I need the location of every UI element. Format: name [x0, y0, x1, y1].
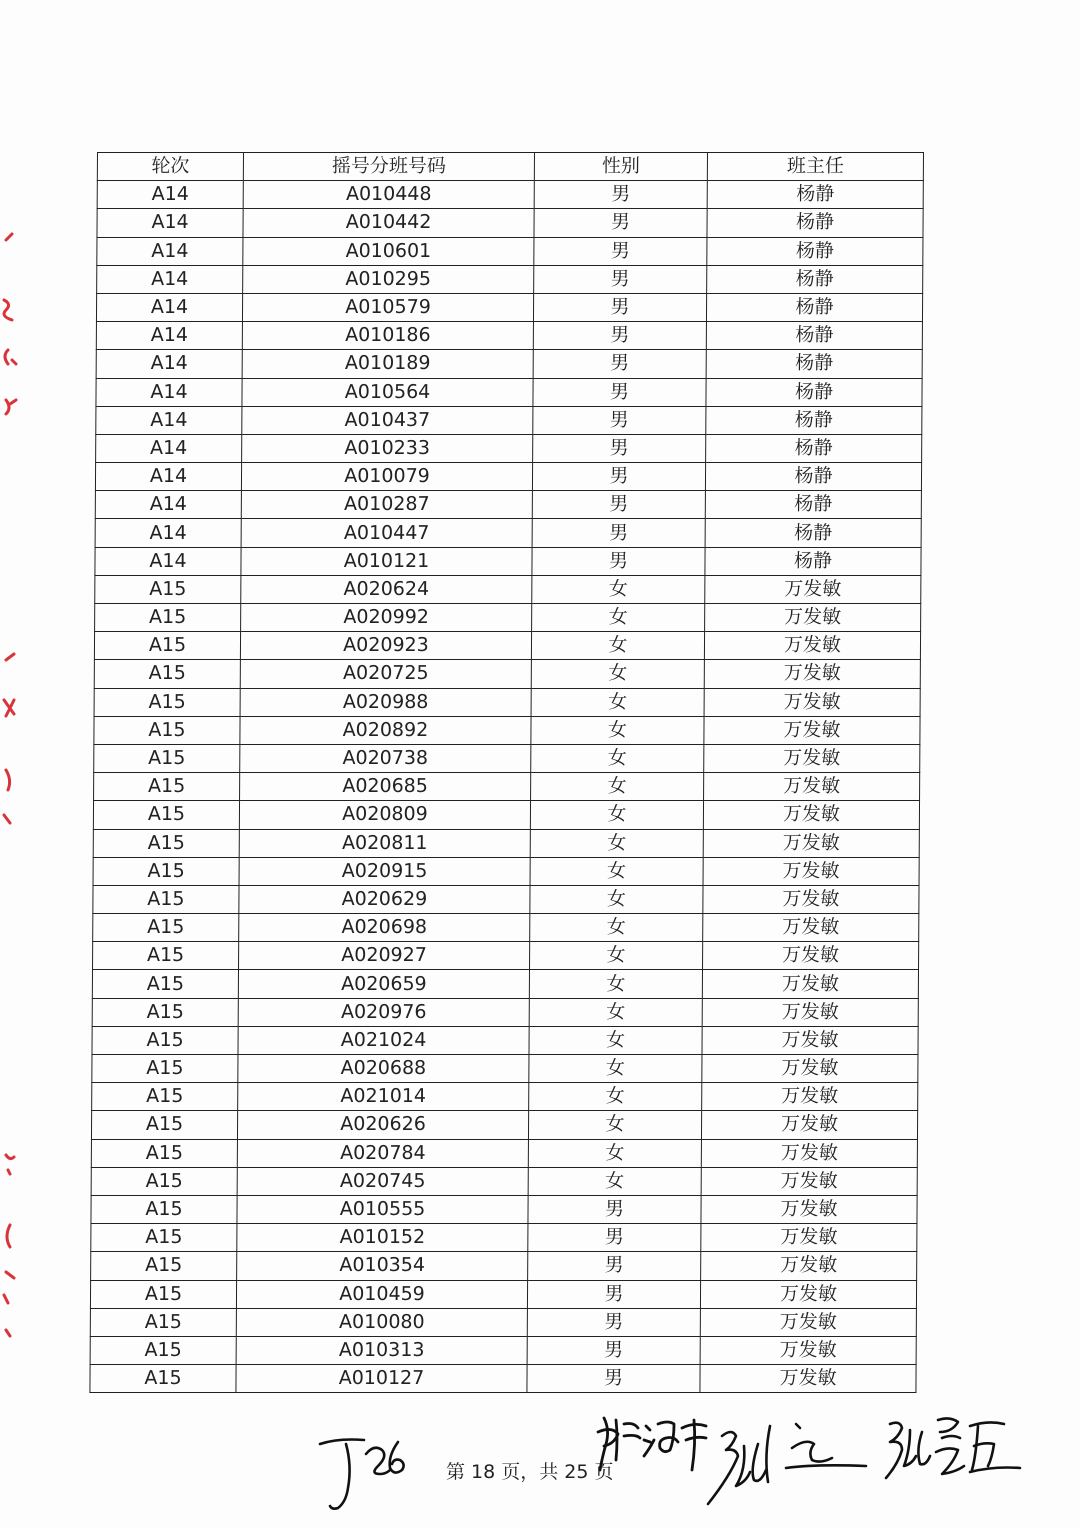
cell-head-teacher: 万发敏	[701, 1139, 917, 1167]
cell-gender: 女	[531, 744, 704, 772]
cell-head-teacher: 万发敏	[704, 744, 920, 772]
cell-head-teacher: 杨静	[705, 547, 921, 575]
cell-round: A15	[91, 1252, 237, 1280]
cell-round: A14	[96, 293, 242, 321]
cell-lottery-number: A020811	[239, 829, 530, 857]
cell-head-teacher: 万发敏	[703, 857, 919, 885]
table-row	[95, 463, 921, 491]
table-row	[91, 1167, 917, 1195]
cross-page-seal-edge	[0, 0, 30, 1528]
cell-round: A15	[90, 1308, 236, 1336]
cell-lottery-number: A020809	[239, 801, 530, 829]
table-row	[91, 1224, 917, 1252]
cell-gender: 男	[534, 209, 707, 237]
cell-gender: 女	[529, 970, 702, 998]
cell-lottery-number: A020745	[237, 1167, 528, 1195]
cell-lottery-number: A010295	[243, 265, 534, 293]
cell-lottery-number: A010437	[242, 406, 533, 434]
cell-round: A15	[95, 575, 241, 603]
cell-head-teacher: 万发敏	[702, 1026, 918, 1054]
table-row	[92, 1055, 918, 1083]
cell-lottery-number: A010127	[236, 1365, 527, 1393]
cell-lottery-number: A010189	[242, 350, 533, 378]
cell-gender: 男	[533, 350, 706, 378]
cell-lottery-number: A020738	[240, 744, 531, 772]
cell-head-teacher: 杨静	[706, 350, 922, 378]
cell-gender: 男	[528, 1252, 701, 1280]
cell-round: A15	[91, 1111, 237, 1139]
cell-round: A14	[96, 350, 242, 378]
cell-head-teacher: 杨静	[705, 463, 921, 491]
cell-round: A14	[97, 265, 243, 293]
cell-gender: 女	[531, 773, 704, 801]
cell-gender: 男	[534, 181, 707, 209]
cell-head-teacher: 杨静	[705, 519, 921, 547]
cell-gender: 女	[529, 1026, 702, 1054]
table-row	[91, 1252, 917, 1280]
cell-round: A14	[95, 547, 241, 575]
table-row	[92, 970, 918, 998]
cell-round: A15	[90, 1365, 236, 1393]
cell-round: A15	[94, 744, 240, 772]
cell-lottery-number: A010354	[237, 1252, 528, 1280]
cell-round: A15	[92, 1026, 238, 1054]
cell-gender: 男	[532, 463, 705, 491]
cell-lottery-number: A010233	[242, 434, 533, 462]
cell-gender: 女	[530, 857, 703, 885]
cell-head-teacher: 万发敏	[703, 801, 919, 829]
cell-round: A15	[94, 716, 240, 744]
cell-head-teacher: 万发敏	[702, 998, 918, 1026]
cell-head-teacher: 杨静	[706, 378, 922, 406]
cell-head-teacher: 杨静	[706, 406, 922, 434]
cell-head-teacher: 万发敏	[705, 575, 921, 603]
cell-round: A15	[93, 942, 239, 970]
table-row	[92, 1083, 918, 1111]
cell-round: A15	[92, 998, 238, 1026]
cell-head-teacher: 万发敏	[700, 1308, 916, 1336]
cell-gender: 女	[528, 1167, 701, 1195]
cell-head-teacher: 万发敏	[703, 942, 919, 970]
cell-gender: 男	[528, 1195, 701, 1223]
cell-gender: 女	[532, 575, 705, 603]
cell-gender: 女	[529, 1083, 702, 1111]
cell-head-teacher: 杨静	[705, 491, 921, 519]
table-row	[95, 575, 921, 603]
cell-gender: 男	[527, 1336, 700, 1364]
table-row	[96, 322, 922, 350]
cell-head-teacher: 万发敏	[700, 1280, 916, 1308]
cell-gender: 男	[532, 547, 705, 575]
table-row	[95, 547, 921, 575]
cell-head-teacher: 万发敏	[700, 1336, 916, 1364]
table-row	[94, 632, 920, 660]
cell-round: A15	[93, 857, 239, 885]
cell-head-teacher: 万发敏	[704, 632, 920, 660]
cell-lottery-number: A010459	[236, 1280, 527, 1308]
header-lottery-number: 摇号分班号码	[243, 153, 534, 181]
table-row	[94, 688, 920, 716]
cell-lottery-number: A020624	[241, 575, 532, 603]
table-row	[95, 491, 921, 519]
cell-head-teacher: 万发敏	[704, 660, 920, 688]
table-header-row	[97, 153, 923, 181]
cell-lottery-number: A010442	[243, 209, 534, 237]
cell-round: A15	[92, 1055, 238, 1083]
cell-gender: 女	[530, 914, 703, 942]
page-number-label: 第 18 页，共 25 页	[446, 1461, 614, 1483]
table-row	[94, 660, 920, 688]
cell-gender: 男	[533, 378, 706, 406]
cell-gender: 男	[527, 1308, 700, 1336]
cell-gender: 男	[533, 406, 706, 434]
cell-round: A14	[95, 519, 241, 547]
cell-head-teacher: 万发敏	[701, 1195, 917, 1223]
cell-round: A15	[90, 1280, 236, 1308]
cell-lottery-number: A020685	[240, 773, 531, 801]
cell-gender: 男	[533, 434, 706, 462]
table-row	[93, 857, 919, 885]
cell-head-teacher: 万发敏	[703, 885, 919, 913]
cell-gender: 男	[532, 519, 705, 547]
table-row	[91, 1195, 917, 1223]
table-row	[96, 378, 922, 406]
table-row	[94, 744, 920, 772]
cell-round: A15	[94, 773, 240, 801]
cell-lottery-number: A010079	[241, 463, 532, 491]
table-row	[93, 829, 919, 857]
cell-head-teacher: 杨静	[707, 181, 923, 209]
table-row	[91, 1139, 917, 1167]
cell-round: A14	[97, 209, 243, 237]
cell-lottery-number: A010080	[236, 1308, 527, 1336]
table-row	[96, 350, 922, 378]
cell-round: A14	[96, 434, 242, 462]
cell-gender: 女	[529, 1055, 702, 1083]
table-row	[97, 181, 923, 209]
cell-head-teacher: 万发敏	[702, 970, 918, 998]
table-row	[93, 942, 919, 970]
cell-head-teacher: 万发敏	[704, 773, 920, 801]
cell-gender: 女	[530, 942, 703, 970]
table-row	[94, 773, 920, 801]
cell-head-teacher: 万发敏	[701, 1167, 917, 1195]
cell-round: A15	[90, 1336, 236, 1364]
table-row	[92, 1026, 918, 1054]
table-row	[95, 604, 921, 632]
header-gender: 性别	[534, 153, 707, 181]
cell-head-teacher: 万发敏	[701, 1111, 917, 1139]
table-row	[93, 801, 919, 829]
table-body	[90, 181, 923, 1393]
cell-lottery-number: A020992	[241, 604, 532, 632]
cell-lottery-number: A021024	[238, 1026, 529, 1054]
cell-round: A14	[95, 463, 241, 491]
cell-round: A15	[92, 1083, 238, 1111]
cell-head-teacher: 杨静	[707, 265, 923, 293]
table-row	[97, 209, 923, 237]
cell-round: A15	[93, 885, 239, 913]
cell-round: A15	[93, 914, 239, 942]
cell-gender: 女	[528, 1111, 701, 1139]
cell-gender: 女	[531, 660, 704, 688]
cell-gender: 男	[534, 265, 707, 293]
cell-head-teacher: 万发敏	[701, 1224, 917, 1252]
cell-round: A15	[95, 604, 241, 632]
cell-lottery-number: A020688	[238, 1055, 529, 1083]
cell-head-teacher: 万发敏	[702, 1055, 918, 1083]
table-row	[90, 1280, 916, 1308]
header-head-teacher: 班主任	[707, 153, 923, 181]
cell-round: A15	[94, 688, 240, 716]
cell-head-teacher: 杨静	[706, 322, 922, 350]
cell-lottery-number: A020915	[239, 857, 530, 885]
cell-head-teacher: 杨静	[706, 434, 922, 462]
cell-round: A15	[91, 1224, 237, 1252]
cell-lottery-number: A010555	[237, 1195, 528, 1223]
cell-head-teacher: 万发敏	[702, 1083, 918, 1111]
table-row	[96, 293, 922, 321]
cell-lottery-number: A010287	[241, 491, 532, 519]
cell-round: A15	[92, 970, 238, 998]
table-row	[91, 1111, 917, 1139]
cell-round: A14	[97, 181, 243, 209]
cell-lottery-number: A010121	[241, 547, 532, 575]
signature-zhang-xinyuan	[700, 1416, 872, 1508]
cell-lottery-number: A010152	[237, 1224, 528, 1252]
table-row	[90, 1365, 916, 1393]
cell-gender: 女	[532, 604, 705, 632]
table-row	[95, 519, 921, 547]
cell-lottery-number: A010448	[243, 181, 534, 209]
cell-gender: 女	[529, 998, 702, 1026]
cell-head-teacher: 万发敏	[700, 1365, 916, 1393]
table-row	[96, 406, 922, 434]
cell-head-teacher: 杨静	[707, 237, 923, 265]
table-row	[96, 434, 922, 462]
cell-round: A15	[91, 1195, 237, 1223]
cell-round: A15	[94, 632, 240, 660]
cell-head-teacher: 万发敏	[701, 1252, 917, 1280]
cell-head-teacher: 杨静	[706, 293, 922, 321]
cell-round: A14	[95, 491, 241, 519]
cell-lottery-number: A020725	[240, 660, 531, 688]
table-row	[93, 914, 919, 942]
cell-lottery-number: A020976	[238, 998, 529, 1026]
cell-gender: 男	[534, 237, 707, 265]
cell-lottery-number: A021014	[238, 1083, 529, 1111]
cell-gender: 女	[528, 1139, 701, 1167]
cell-gender: 女	[530, 801, 703, 829]
signature-ding	[318, 1432, 428, 1514]
header-round: 轮次	[97, 153, 243, 181]
cell-head-teacher: 万发敏	[703, 914, 919, 942]
cell-gender: 男	[533, 293, 706, 321]
cell-round: A15	[91, 1139, 237, 1167]
table-row	[94, 716, 920, 744]
table-row	[97, 237, 923, 265]
cell-round: A15	[94, 660, 240, 688]
cell-lottery-number: A020626	[237, 1111, 528, 1139]
cell-round: A14	[96, 406, 242, 434]
cell-round: A15	[93, 801, 239, 829]
cell-round: A15	[91, 1167, 237, 1195]
cell-round: A15	[93, 829, 239, 857]
cell-gender: 女	[530, 829, 703, 857]
cell-lottery-number: A010579	[242, 293, 533, 321]
cell-gender: 男	[528, 1224, 701, 1252]
cell-lottery-number: A020784	[237, 1139, 528, 1167]
cell-gender: 女	[531, 632, 704, 660]
table-row	[90, 1308, 916, 1336]
table-row	[90, 1336, 916, 1364]
cell-lottery-number: A010313	[236, 1336, 527, 1364]
signature-xie-haiping	[594, 1410, 716, 1476]
cell-head-teacher: 万发敏	[704, 716, 920, 744]
cell-gender: 男	[527, 1365, 700, 1393]
cell-lottery-number: A010564	[242, 378, 533, 406]
cell-lottery-number: A010601	[243, 237, 534, 265]
cell-round: A14	[96, 378, 242, 406]
cell-gender: 女	[531, 716, 704, 744]
cell-gender: 女	[531, 688, 704, 716]
cell-gender: 女	[530, 885, 703, 913]
class-assignment-table	[89, 152, 924, 1393]
cell-lottery-number: A020988	[240, 688, 531, 716]
cell-lottery-number: A010447	[241, 519, 532, 547]
signature-zhang-chenxi	[878, 1412, 1024, 1484]
cell-round: A14	[97, 237, 243, 265]
cell-lottery-number: A020698	[239, 914, 530, 942]
cell-gender: 男	[532, 491, 705, 519]
cell-head-teacher: 万发敏	[705, 604, 921, 632]
cell-gender: 男	[533, 322, 706, 350]
cell-lottery-number: A020927	[239, 942, 530, 970]
cell-lottery-number: A020629	[239, 885, 530, 913]
cell-head-teacher: 万发敏	[703, 829, 919, 857]
table-row	[97, 265, 923, 293]
cell-head-teacher: 杨静	[707, 209, 923, 237]
cell-lottery-number: A020892	[240, 716, 531, 744]
cell-lottery-number: A020659	[238, 970, 529, 998]
cell-lottery-number: A010186	[242, 322, 533, 350]
cell-head-teacher: 万发敏	[704, 688, 920, 716]
table-row	[92, 998, 918, 1026]
cell-lottery-number: A020923	[240, 632, 531, 660]
cell-gender: 男	[527, 1280, 700, 1308]
table-row	[93, 885, 919, 913]
cell-round: A14	[96, 322, 242, 350]
